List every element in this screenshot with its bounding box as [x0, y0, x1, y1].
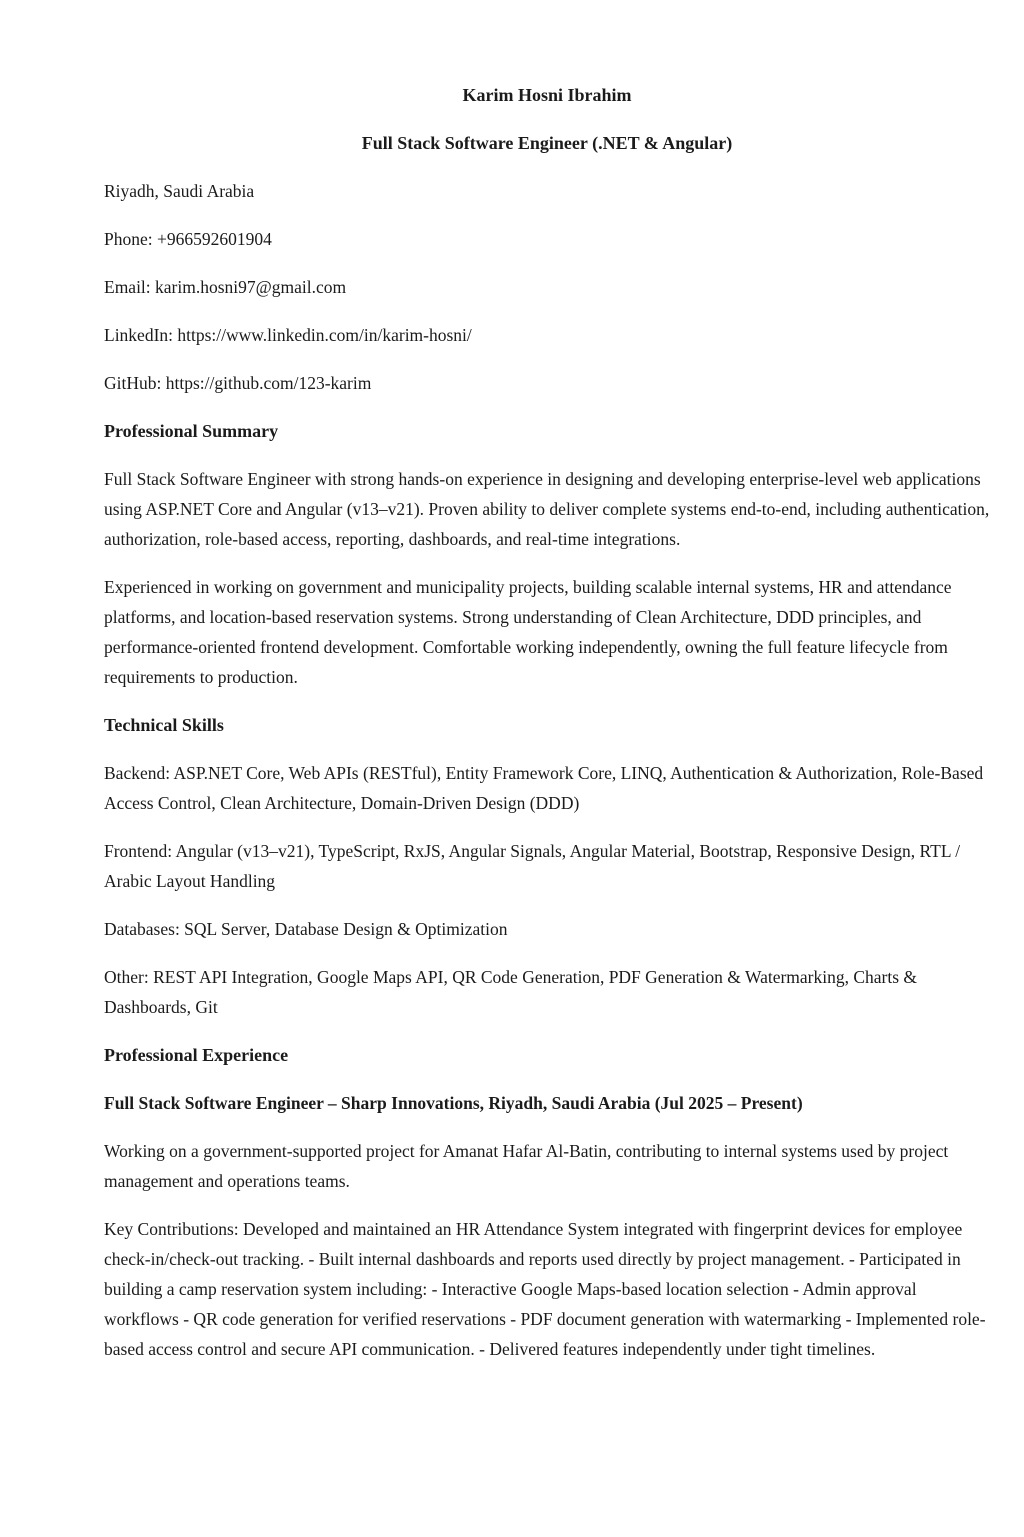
summary-paragraph-2: Experienced in working on government and municipality projects, building scalable internal systems, HR and attendance platforms, and location-based reservation systems. Strong understanding of Clean Architecture, DDD principles, and performance-oriented frontend development. Comfortable working independently, owning the full feature lifecycle from requirements to production.	[104, 577, 952, 687]
candidate-job-title: Full Stack Software Engineer (.NET & Angular)	[361, 133, 733, 153]
experience-paragraph-overview: Working on a government-supported project for Amanat Hafar Al-Batin, contributing to internal systems used by project management and operations teams.	[104, 1141, 949, 1191]
contact-phone: Phone: +966592601904	[104, 229, 272, 249]
experience-paragraph-key-contributions: Key Contributions: Developed and maintained an HR Attendance System integrated with fingerprint devices for employee check-in/check-out tracking. - Built internal dashboards and reports used directly by project management. - Participated in building a camp reservation system including: - Interactive Google Maps-based location selection - Admin approval workflows - QR code generation for verified reservations - PDF document generation with watermarking - Implemented role-based access control and secure API communication. - Delivered features independently under tight timelines.	[104, 1219, 986, 1359]
experience-job-heading: Full Stack Software Engineer – Sharp Innovations, Riyadh, Saudi Arabia (Jul 2025 – Present)	[104, 1093, 803, 1113]
section-heading-professional-summary: Professional Summary	[104, 421, 279, 441]
contact-linkedin: LinkedIn: https://www.linkedin.com/in/karim-hosni/	[104, 325, 472, 345]
candidate-name: Karim Hosni Ibrahim	[462, 85, 632, 105]
contact-location: Riyadh, Saudi Arabia	[104, 181, 255, 201]
skills-backend: Backend: ASP.NET Core, Web APIs (RESTful), Entity Framework Core, LINQ, Authentication & Authorization, Role-Based Access Control, Clean Architecture, Domain-Driven Design (DDD)	[104, 763, 984, 813]
section-heading-professional-experience: Professional Experience	[104, 1045, 289, 1065]
section-heading-technical-skills: Technical Skills	[104, 715, 224, 735]
skills-frontend: Frontend: Angular (v13–v21), TypeScript, RxJS, Angular Signals, Angular Material, Bootstrap, Responsive Design, RTL / Arabic Layout Handling	[104, 841, 961, 891]
summary-paragraph-1: Full Stack Software Engineer with strong hands-on experience in designing and developing enterprise-level web applications using ASP.NET Core and Angular (v13–v21). Proven ability to deliver complete systems end-to-end, including authentication, authorization, role-based access, reporting, dashboards, and real-time integrations.	[104, 469, 990, 549]
skills-databases: Databases: SQL Server, Database Design & Optimization	[104, 919, 508, 939]
contact-github: GitHub: https://github.com/123-karim	[104, 373, 372, 393]
contact-email: Email: karim.hosni97@gmail.com	[104, 277, 347, 297]
skills-other: Other: REST API Integration, Google Maps API, QR Code Generation, PDF Generation & Watermarking, Charts & Dashboards, Git	[104, 967, 918, 1017]
